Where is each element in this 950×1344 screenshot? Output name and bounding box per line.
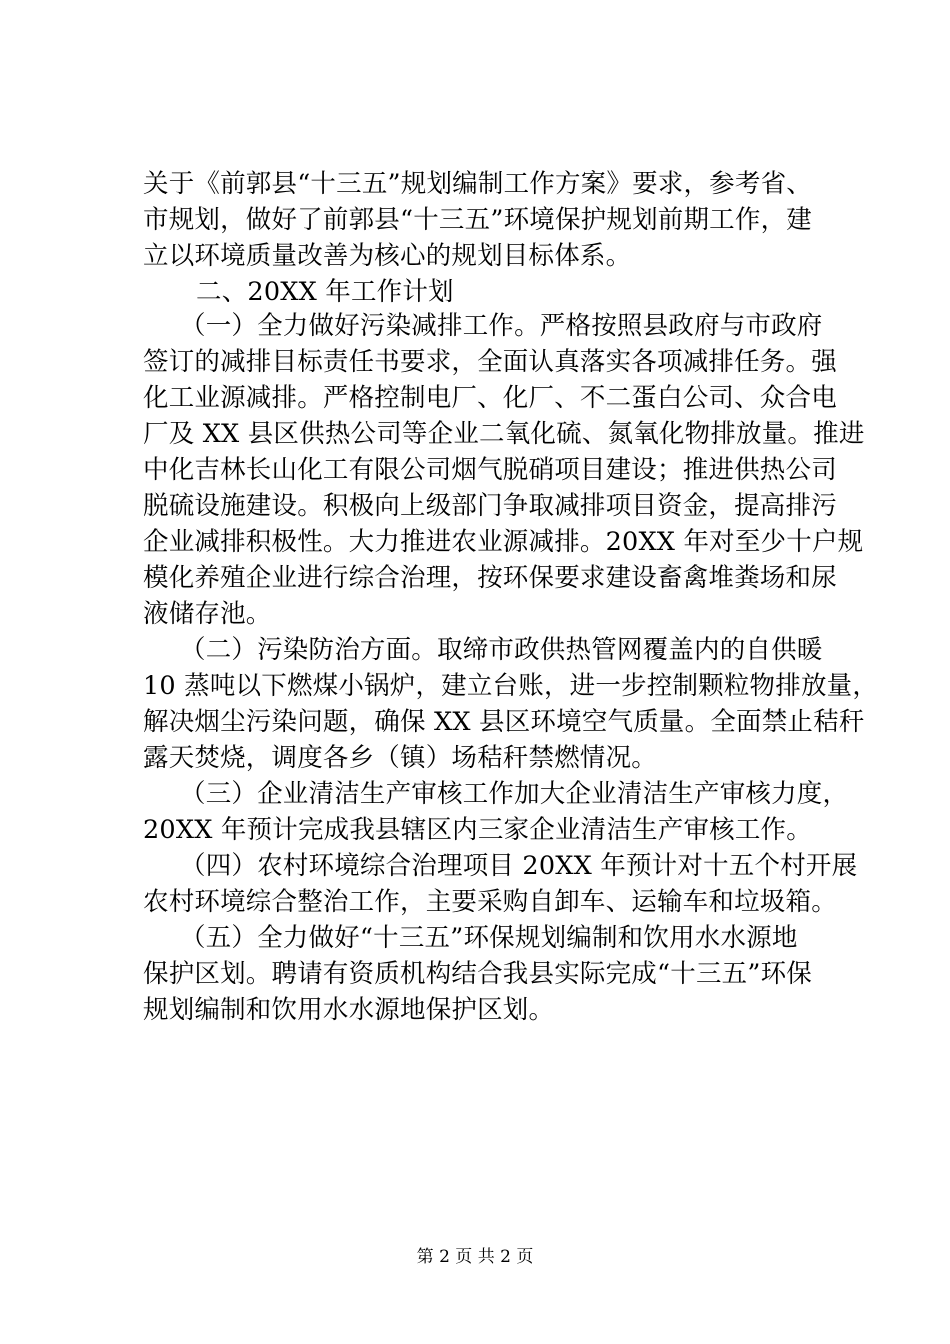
- body-text-line: 签订的减排目标责任书要求，全面认真落实各项减排任务。强: [143, 347, 837, 377]
- body-text-line: 模化养殖企业进行综合治理，按环保要求建设畜禽堆粪场和尿: [143, 563, 837, 593]
- body-text-line: 关于《前郭县“十三五”规划编制工作方案》要求，参考省、: [143, 169, 812, 199]
- body-text-line: 露天焚烧，调度各乡（镇）场秸秆禁燃情况。: [143, 743, 658, 773]
- body-text-line: 企业减排积极性。大力推进农业源减排。20XX 年对至少十户规: [143, 527, 864, 557]
- body-text-line: 解决烟尘污染问题，确保 XX 县区环境空气质量。全面禁止秸秆: [143, 707, 865, 737]
- page-number-footer: 第 2 页 共 2 页: [416, 1247, 534, 1267]
- body-text-line: 农村环境综合整治工作，主要采购自卸车、运输车和垃圾箱。: [143, 887, 837, 917]
- paragraph-5-start: （五）全力做好“十三五”环保规划编制和饮用水水源地: [180, 923, 798, 953]
- section-heading: 二、20XX 年工作计划: [196, 277, 454, 307]
- body-text-line: 市规划，做好了前郭县“十三五”环境保护规划前期工作，建: [143, 205, 812, 235]
- body-text-line: 中化吉林长山化工有限公司烟气脱硝项目建设；推进供热公司: [143, 455, 837, 485]
- body-text-line: 化工业源减排。严格控制电厂、化厂、不二蛋白公司、众合电: [143, 383, 837, 413]
- paragraph-1-start: （一）全力做好污染减排工作。严格按照县政府与市政府: [180, 311, 823, 341]
- body-text-line: 立以环境质量改善为核心的规划目标体系。: [143, 241, 632, 271]
- body-text-line: 规划编制和饮用水水源地保护区划。: [143, 995, 555, 1025]
- body-text-line: 10 蒸吨以下燃煤小锅炉，建立台账，进一步控制颗粒物排放量，: [143, 671, 879, 701]
- body-text-line: 脱硫设施建设。积极向上级部门争取减排项目资金，提高排污: [143, 491, 837, 521]
- paragraph-4-start: （四）农村环境综合治理项目 20XX 年预计对十五个村开展: [180, 851, 858, 881]
- paragraph-2-start: （二）污染防治方面。取缔市政供热管网覆盖内的自供暖: [180, 635, 823, 665]
- body-text-line: 20XX 年预计完成我县辖区内三家企业清洁生产审核工作。: [143, 815, 812, 845]
- body-text-line: 液储存池。: [143, 599, 272, 629]
- paragraph-3-start: （三）企业清洁生产审核工作加大企业清洁生产审核力度，: [180, 779, 849, 809]
- body-text-line: 保护区划。聘请有资质机构结合我县实际完成“十三五”环保: [143, 959, 812, 989]
- body-text-line: 厂及 XX 县区供热公司等企业二氧化硫、氮氧化物排放量。推进: [143, 419, 865, 449]
